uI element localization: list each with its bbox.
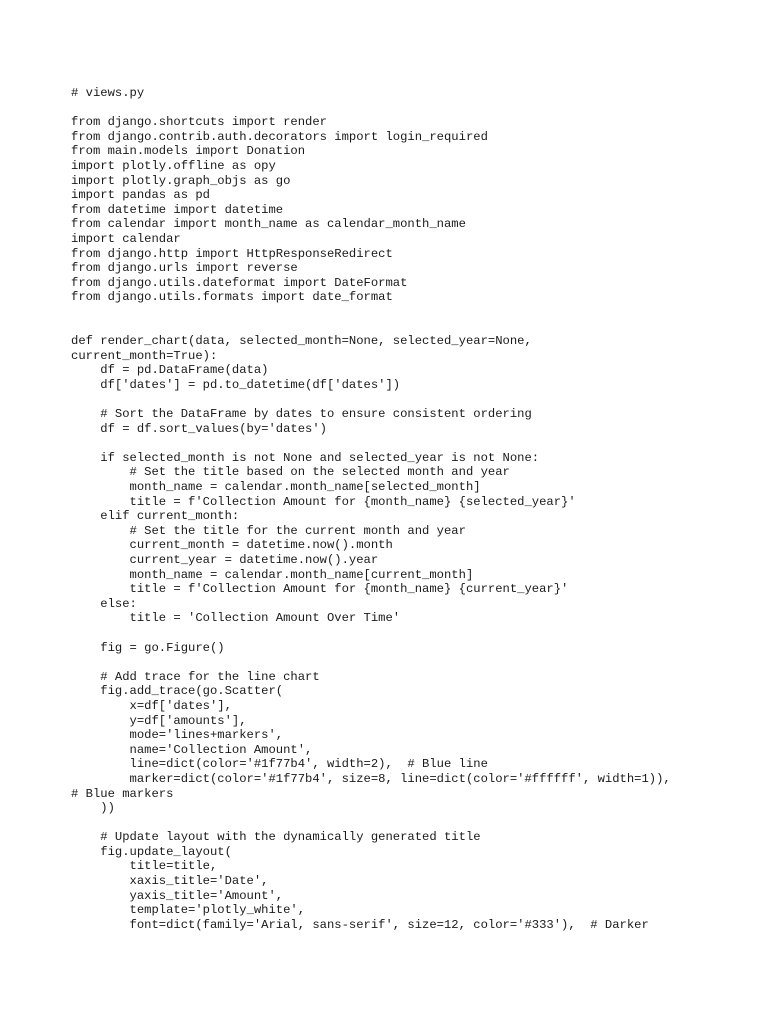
code-line: current_month=True): [71,348,218,363]
code-line: df = df.sort_values(by='dates') [71,421,327,436]
code-line: def render_chart(data, selected_month=None, selected_year=None, [71,334,532,349]
code-line: # Add trace for the line chart [71,669,320,684]
code-line: from django.utils.formats import date_format [71,290,393,305]
code-line: # Blue markers [71,786,174,801]
code-line: import plotly.graph_objs as go [71,173,291,188]
code-line: title=title, [71,859,218,874]
code-line: title = f'Collection Amount for {month_name} {selected_year}' [71,494,576,509]
code-line: name='Collection Amount', [71,742,313,757]
code-line: if selected_month is not None and selected_year is not None: [71,450,540,465]
code-line: # views.py [71,86,145,100]
code-line: # Set the title for the current month and year [71,523,466,538]
document-page [71,86,761,932]
code-line: else: [71,596,137,611]
code-line [71,436,761,451]
code-line: from calendar import month_name as calendar_month_name [71,217,466,232]
code-line: from django.http import HttpResponseRedirect [71,246,393,261]
code-line: month_name = calendar.month_name[selected_month] [71,480,481,495]
code-line: # Set the title based on the selected month and year [71,465,510,480]
code-line: marker=dict(color='#1f77b4', size=8, line=dict(color='#ffffff', width=1)), [71,771,671,786]
code-line: template='plotly_white', [71,903,306,918]
code-line: current_month = datetime.now().month [71,538,393,553]
code-line: df['dates'] = pd.to_datetime(df['dates']) [71,377,401,392]
code-line: from django.utils.dateformat import DateFormat [71,275,408,290]
code-line: x=df['dates'], [71,698,232,713]
code-line: # Sort the DataFrame by dates to ensure consistent ordering [71,407,532,422]
code-line: font=dict(family='Arial, sans-serif', size=12, color='#333'), # Darker [71,917,649,932]
code-line: title = 'Collection Amount Over Time' [71,611,401,626]
code-line: mode='lines+markers', [71,728,284,743]
code-line [71,320,761,335]
code-line: from django.shortcuts import render [71,115,327,130]
code-line: title = f'Collection Amount for {month_name} {current_year}' [71,582,569,597]
code-line: from datetime import datetime [71,202,284,217]
code-line [71,305,761,320]
code-line [71,101,761,116]
code-line: xaxis_title='Date', [71,874,269,889]
code-line: yaxis_title='Amount', [71,888,284,903]
code-line [71,626,761,641]
code-line: current_year = datetime.now().year [71,553,379,567]
code-line: fig = go.Figure() [71,640,225,655]
code-line: import calendar [71,231,181,246]
code-line: y=df['amounts'], [71,713,247,728]
code-line: month_name = calendar.month_name[current_month] [71,567,474,582]
code-line [71,655,761,670]
code-line: fig.update_layout( [71,844,232,859]
code-line [71,816,761,831]
code-line: from django.contrib.auth.decorators import login_required [71,129,488,144]
code-line: from django.urls import reverse [71,261,298,276]
code-line: elif current_month: [71,509,240,524]
code-line: df = pd.DataFrame(data) [71,363,269,378]
code-line: import plotly.offline as opy [71,158,276,173]
code-line [71,392,761,407]
code-line: from main.models import Donation [71,144,306,159]
code-line: )) [71,801,115,816]
code-line: # Update layout with the dynamically generated title [71,830,481,845]
code-line: fig.add_trace(go.Scatter( [71,684,284,699]
code-line: line=dict(color='#1f77b4', width=2), # Blue line [71,757,488,772]
code-line: import pandas as pd [71,188,210,203]
